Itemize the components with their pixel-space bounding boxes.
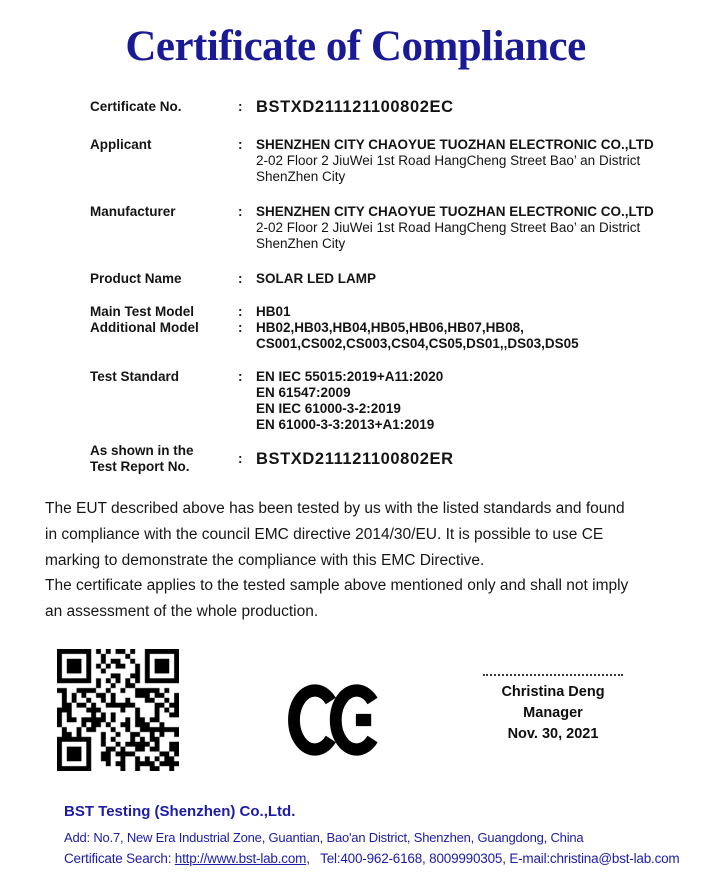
- field-colon: :: [238, 451, 243, 466]
- statement-line: The certificate applies to the tested sample above mentioned only and shall not imply: [45, 577, 629, 595]
- field-label: Main Test Model: [90, 304, 195, 319]
- field-value: [256, 369, 678, 433]
- page-title: Certificate of Compliance: [125, 23, 586, 70]
- signer-name: Christina Deng: [501, 684, 605, 700]
- statement-line: The EUT described above has been tested by us with the listed standards and found: [45, 500, 625, 517]
- statement-line: marking to demonstrate the compliance with this EMC Directive.: [45, 551, 485, 569]
- field-value: [256, 137, 678, 185]
- field-label: Certificate No.: [90, 99, 182, 114]
- field-value: SOLAR LED LAMP: [256, 271, 376, 286]
- statement-line: an assessment of the whole production.: [45, 603, 319, 621]
- test-standard-line3: EN IEC 61000-3-2:2019: [256, 401, 401, 416]
- field-manufacturer: [90, 204, 678, 252]
- field-test-report-no: [90, 443, 678, 475]
- field-colon: :: [238, 369, 243, 384]
- signature-block: [479, 674, 627, 745]
- field-label: Additional Model: [90, 320, 199, 335]
- additional-model-line1: HB02,HB03,HB04,HB05,HB06,HB07,HB08,: [256, 320, 524, 335]
- test-standard-line2: EN 61547:2009: [256, 385, 351, 400]
- field-label: Test Standard: [90, 369, 180, 384]
- field-label: Manufacturer: [90, 204, 176, 219]
- certificate-search-link[interactable]: http://www.bst-lab.com: [174, 851, 307, 866]
- applicant-address-line1: 2-02 Floor 2 JiuWei 1st Road HangCheng Street Bao’ an District: [256, 153, 641, 168]
- signer-role: Manager: [523, 705, 583, 721]
- field-value: BSTXD211121100802ER: [256, 449, 454, 468]
- lab-company-name: BST Testing (Shenzhen) Co.,Ltd.: [64, 803, 296, 820]
- manufacturer-name: SHENZHEN CITY CHAOYUE TUOZHAN ELECTRONIC CO.,LTD: [256, 204, 654, 219]
- field-value: [256, 204, 678, 252]
- lab-address: Add: No.7, New Era Industrial Zone, Guantian, Bao'an District, Shenzhen, Guangdong, China: [64, 830, 584, 845]
- field-colon: :: [238, 271, 243, 286]
- signature-dotted-line: [483, 674, 623, 676]
- field-value: [256, 320, 678, 352]
- manufacturer-address-line2: ShenZhen City: [256, 236, 346, 251]
- field-colon: :: [238, 304, 243, 319]
- field-colon: :: [238, 137, 243, 152]
- field-colon: :: [238, 99, 243, 114]
- test-standard-line4: EN 61000-3-3:2013+A1:2019: [256, 417, 435, 432]
- field-test-standard: [90, 369, 678, 433]
- additional-model-line2: CS001,CS002,CS003,CS04,CS05,DS01,,DS03,DS05: [256, 336, 579, 351]
- field-certificate-no: [90, 99, 678, 116]
- applicant-name: SHENZHEN CITY CHAOYUE TUOZHAN ELECTRONIC CO.,LTD: [256, 137, 654, 152]
- field-product-name: [90, 271, 678, 287]
- certificate-contact-info: , Tel:400-962-6168, 8009990305, E-mail:christina@bst-lab.com: [306, 851, 680, 866]
- field-label: Product Name: [90, 271, 182, 286]
- signature-date: Nov. 30, 2021: [507, 726, 599, 742]
- test-report-label-line2: Test Report No.: [90, 459, 190, 474]
- applicant-address-line2: ShenZhen City: [256, 169, 346, 184]
- field-value: HB01: [256, 304, 291, 319]
- test-report-label-line1: As shown in the: [90, 443, 194, 458]
- compliance-statement: [45, 496, 685, 625]
- field-colon: :: [238, 204, 243, 219]
- field-colon: :: [238, 320, 243, 335]
- manufacturer-address-line1: 2-02 Floor 2 JiuWei 1st Road HangCheng Street Bao’ an District: [256, 220, 641, 235]
- certificate-search-label: Certificate Search:: [64, 851, 175, 866]
- field-label: Applicant: [90, 137, 152, 152]
- certificate-search-line: [64, 851, 679, 866]
- field-additional-model: [90, 320, 678, 352]
- qr-code: [57, 649, 179, 771]
- field-value: BSTXD211121100802EC: [256, 98, 454, 116]
- statement-line: in compliance with the council EMC directive 2014/30/EU. It is possible to use CE: [45, 525, 604, 543]
- field-applicant: [90, 137, 678, 185]
- test-standard-line1: EN IEC 55015:2019+A11:2020: [256, 369, 444, 384]
- field-main-test-model: [90, 304, 678, 320]
- field-label: [90, 443, 238, 475]
- ce-mark-icon: [287, 684, 383, 756]
